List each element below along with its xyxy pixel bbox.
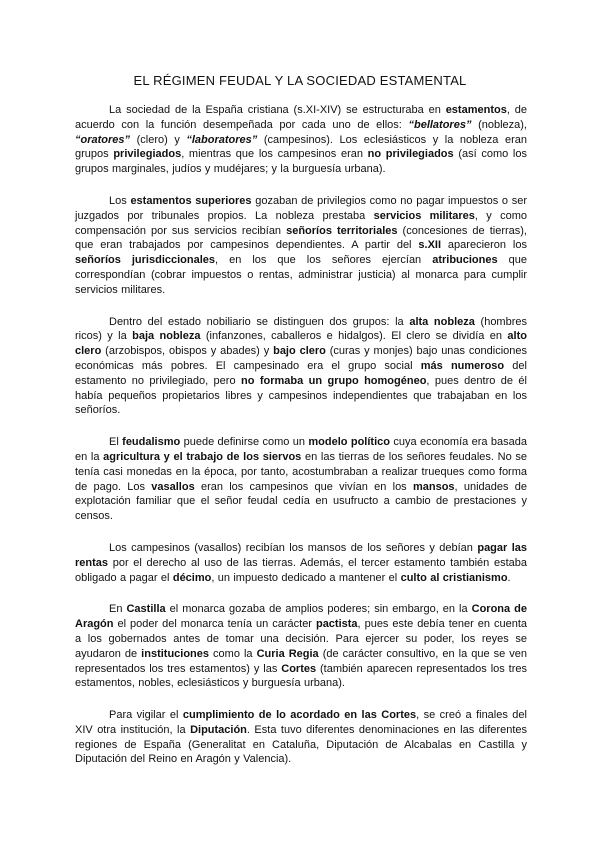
emphasized-text: privilegiados <box>113 148 182 161</box>
paragraph-text: Dentro del estado nobiliario se distinguen dos grupos: la <box>109 315 410 328</box>
paragraph-text: gozaban de privilegios como no pagar impuestos o ser juzgados por tribunales propios. La nobleza prestaba <box>75 194 527 222</box>
emphasized-text: mansos <box>412 480 455 493</box>
emphasized-text: señoríos jurisdiccionales <box>75 254 216 267</box>
page-title: EL RÉGIMEN FEUDAL Y LA SOCIEDAD ESTAMENTAL <box>133 73 467 88</box>
paragraph-text: , en los que los señores ejercían <box>215 254 433 267</box>
paragraph-text: como la <box>209 647 257 660</box>
paragraph-text: El <box>109 436 123 449</box>
paragraph-text: En <box>109 603 127 616</box>
paragraph-estamentos-superiores <box>75 194 527 298</box>
emphasized-text: estamentos <box>445 104 507 116</box>
paragraph-text: (curas y monjes) bajo unas condiciones económicas más pobres. El campesinado era el grupo social <box>75 345 528 372</box>
emphasized-text: baja nobleza <box>132 330 201 343</box>
paragraph-text: (campesinos). Los eclesiásticos y la nobleza eran grupos <box>75 133 527 161</box>
paragraph-text: , pues este debía tener en cuenta a los gobernados antes de tomar una decisión. Para ejercer su poder, los reyes se ayudaron de <box>75 618 527 660</box>
emphasized-text: atribuciones <box>432 254 498 267</box>
paragraph-text: , se creó a finales del XIV otra institución, la <box>75 709 527 736</box>
emphasized-text: no formaba un grupo homogéneo <box>240 374 427 387</box>
emphasized-text: instituciones <box>141 647 210 660</box>
emphasized-text: Corona de Aragón <box>75 603 528 631</box>
paragraph-text: La sociedad de la España cristiana (s.XI-XIV) se estructuraba en <box>109 104 446 116</box>
emphasized-text: “bellatores” <box>408 118 472 131</box>
paragraph-text: (nobleza), <box>471 118 527 131</box>
emphasized-text: vasallos <box>151 480 195 493</box>
emphasized-text: más numeroso <box>420 359 505 372</box>
emphasized-text: estamentos superiores <box>130 194 252 207</box>
emphasized-text: s.XII <box>418 239 442 252</box>
paragraph-text: (clero) y <box>130 133 187 146</box>
paragraph-text: Para vigilar el <box>109 709 183 722</box>
paragraph-text: Los campesinos (vasallos) recibían los mansos de los señores y debían <box>109 541 478 554</box>
paragraph-feudalismo <box>75 435 527 524</box>
paragraph-text: (arzobispos, obispos y abades) y <box>101 345 274 358</box>
paragraph-text: , y como compensación por sus servicios recibían <box>75 209 527 237</box>
paragraph-text: (de carácter consultivo, en la que se ven representados los tres estamentos) y las <box>75 647 527 675</box>
paragraph-text: , mientras que los campesinos eran <box>181 148 368 161</box>
emphasized-text: pagar las rentas <box>75 541 528 569</box>
paragraph-text: , un impuesto dedicado a mantener el <box>211 571 401 584</box>
paragraph-diputacion <box>75 708 527 767</box>
paragraph-text: por el derecho al uso de las tierras. Además, el tercer estamento también estaba obligado a pagar el <box>75 556 527 584</box>
paragraph-nobleza-clero <box>75 315 527 419</box>
emphasized-text: Diputación <box>190 723 247 736</box>
emphasized-text: décimo <box>172 571 212 584</box>
paragraph-castilla-aragon <box>75 602 527 691</box>
paragraph-campesinos <box>75 541 527 585</box>
emphasized-text: Castilla <box>126 603 166 616</box>
paragraph-text: que correspondían (cobrar impuestos o rentas, administrar justicia) al monarca para cumplir servicios militares. <box>75 254 527 296</box>
emphasized-text: feudalismo <box>122 436 181 449</box>
paragraph-text: , pues dentro de él había pequeños propietarios libres y campesinos independientes que trabajaban en los señoríos. <box>75 374 527 417</box>
emphasized-text: modelo político <box>308 436 390 449</box>
paragraph-text: (infanzones, caballeros e hidalgos). El clero se dividía en <box>200 330 508 343</box>
paragraph-text: , unidades de explotación familiar que el señor feudal cedía en usufructo a cambio de prestaciones y censos. <box>75 480 527 523</box>
paragraph-text: en las tierras de los señores feudales. No se tenía casi monedas en la época, por tanto, acostumbraban a realizar trueques como forma de pago. Los <box>75 450 527 493</box>
emphasized-text: “oratores” <box>75 133 131 146</box>
paragraph-text: puede definirse como un <box>180 436 309 449</box>
paragraph-text: (hombres ricos) y la <box>75 315 527 343</box>
emphasized-text: alto clero <box>75 330 527 358</box>
emphasized-text: culto al cristianismo <box>400 571 508 584</box>
paragraph-text: (también aparecen representados los tres estamentos, nobles, eclesiásticos y burguesía urbana). <box>75 662 528 690</box>
document-body <box>75 103 527 784</box>
paragraph-text: el poder del monarca tenía un carácter <box>113 618 316 631</box>
emphasized-text: pactista <box>315 618 358 631</box>
paragraph-text: aparecieron los <box>441 239 527 252</box>
emphasized-text: señoríos territoriales <box>286 224 398 237</box>
paragraph-text: Los <box>109 194 131 207</box>
emphasized-text: Cortes <box>281 662 317 675</box>
emphasized-text: servicios militares <box>373 209 475 222</box>
paragraph-text: (así como los grupos marginales, judíos y mudéjares; y la burguesía urbana). <box>75 148 527 176</box>
emphasized-text: agricultura y el trabajo de los siervos <box>103 450 302 463</box>
paragraph-text: . <box>507 571 511 584</box>
emphasized-text: “laboratores” <box>186 133 258 146</box>
emphasized-text: Curia Regia <box>256 647 319 660</box>
paragraph-text: . Esta tuvo diferentes denominaciones en las diferentes regiones de España (Generalitat en Cataluña, Diputación de Alcabalas en Castilla y Diputación del Reino en Aragón y Valencia). <box>75 723 527 766</box>
emphasized-text: bajo clero <box>273 345 326 358</box>
paragraph-text: el monarca gozaba de amplios poderes; sin embargo, en la <box>165 603 472 616</box>
paragraph-text: , de acuerdo con la función desempeñada por cada uno de ellos: <box>75 104 527 131</box>
paragraph-text: cuya economía era basada en la <box>75 436 527 463</box>
paragraph-estamentos <box>75 103 527 177</box>
paragraph-text: (concesiones de tierras), que eran trabajados por campesinos dependientes. A partir del <box>75 224 527 252</box>
emphasized-text: alta nobleza <box>409 315 475 328</box>
paragraph-text: eran los campesinos que vivían en los <box>194 480 413 493</box>
paragraph-text: del estamento no privilegiado, pero <box>75 359 527 387</box>
emphasized-text: no privilegiados <box>367 148 454 161</box>
emphasized-text: cumplimiento de lo acordado en las Cortes <box>182 709 417 722</box>
